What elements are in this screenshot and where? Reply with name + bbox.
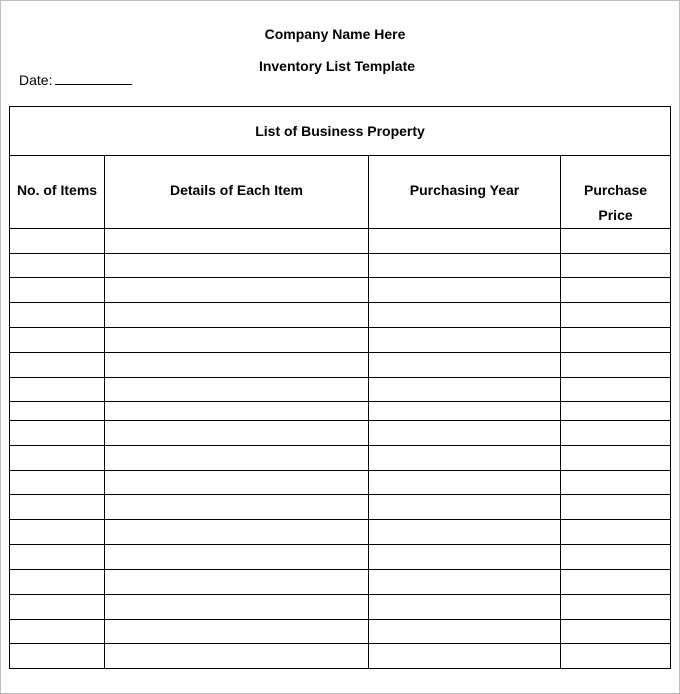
table-cell[interactable] [105,353,369,378]
date-label: Date: [19,72,53,88]
table-cell[interactable] [105,402,369,421]
table-cell[interactable] [561,545,671,570]
table-cell[interactable] [10,402,105,421]
table-cell[interactable] [369,620,561,644]
table-cell[interactable] [10,353,105,378]
table-cell[interactable] [10,421,105,446]
table-cell[interactable] [369,644,561,669]
document-title: Inventory List Template [258,58,416,74]
table-cell[interactable] [10,570,105,595]
table-cell[interactable] [10,303,105,328]
table-cell[interactable] [369,421,561,446]
column-header-details: Details of Each Item [105,156,369,229]
table-cell[interactable] [369,520,561,545]
table-cell[interactable] [10,328,105,353]
table-cell[interactable] [369,570,561,595]
table-cell[interactable] [561,421,671,446]
table-cell[interactable] [561,520,671,545]
table-cell[interactable] [10,378,105,402]
table-cell[interactable] [105,421,369,446]
table-cell[interactable] [10,644,105,669]
table-cell[interactable] [10,278,105,303]
table-cell[interactable] [10,620,105,644]
purchase-price-line1: Purchase [583,182,648,198]
table-cell[interactable] [369,471,561,495]
table-row [10,446,671,471]
table-cell[interactable] [561,353,671,378]
table-cell[interactable] [561,229,671,254]
table-cell[interactable] [10,446,105,471]
table-cell[interactable] [369,595,561,620]
table-cell[interactable] [105,278,369,303]
table-cell[interactable] [105,545,369,570]
table-row [10,378,671,402]
table-row [10,254,671,278]
table-cell[interactable] [561,303,671,328]
table-cell[interactable] [561,254,671,278]
table-cell[interactable] [561,620,671,644]
table-cell[interactable] [105,495,369,520]
purchase-price-line2: Price [598,207,633,223]
column-header-no-of-items: No. of Items [10,156,105,229]
table-cell[interactable] [10,229,105,254]
table-cell[interactable] [105,644,369,669]
date-blank-line[interactable] [55,70,132,85]
table-row [10,595,671,620]
table-cell[interactable] [561,328,671,353]
table-cell[interactable] [369,303,561,328]
table-row [10,495,671,520]
table-cell[interactable] [369,446,561,471]
table-cell[interactable] [369,254,561,278]
table-row [10,328,671,353]
table-row [10,229,671,254]
table-row [10,471,671,495]
table-cell[interactable] [105,595,369,620]
company-name: Company Name Here [264,26,406,42]
table-cell[interactable] [369,328,561,353]
table-cell[interactable] [369,353,561,378]
table-cell[interactable] [105,570,369,595]
table-cell[interactable] [105,303,369,328]
table-cell[interactable] [10,471,105,495]
table-cell[interactable] [105,378,369,402]
table-row [10,353,671,378]
table-cell[interactable] [561,446,671,471]
table-cell[interactable] [561,570,671,595]
table-cell[interactable] [105,328,369,353]
inventory-table [9,106,671,669]
table-row [10,570,671,595]
table-row [10,620,671,644]
table-cell[interactable] [369,229,561,254]
table-row [10,545,671,570]
table-cell[interactable] [105,620,369,644]
table-row [10,278,671,303]
table-cell[interactable] [10,545,105,570]
table-cell[interactable] [369,402,561,421]
table-caption: List of Business Property [10,107,671,156]
table-cell[interactable] [561,595,671,620]
table-cell[interactable] [561,278,671,303]
table-cell[interactable] [561,495,671,520]
table-row [10,303,671,328]
table-cell[interactable] [369,378,561,402]
table-cell[interactable] [369,545,561,570]
table-row [10,402,671,421]
table-cell[interactable] [369,278,561,303]
table-cell[interactable] [105,520,369,545]
table-cell[interactable] [105,254,369,278]
table-cell[interactable] [561,378,671,402]
date-field [19,70,132,88]
table-cell[interactable] [561,402,671,421]
table-row [10,520,671,545]
table-cell[interactable] [105,471,369,495]
table-cell[interactable] [369,495,561,520]
table-cell[interactable] [10,495,105,520]
table-row [10,421,671,446]
column-header-purchase-price [561,156,671,229]
table-cell[interactable] [10,520,105,545]
table-cell[interactable] [105,229,369,254]
table-cell[interactable] [10,595,105,620]
table-cell[interactable] [105,446,369,471]
column-header-purchasing-year: Purchasing Year [369,156,561,229]
table-cell[interactable] [561,471,671,495]
table-cell[interactable] [10,254,105,278]
table-row [10,644,671,669]
table-cell[interactable] [561,644,671,669]
